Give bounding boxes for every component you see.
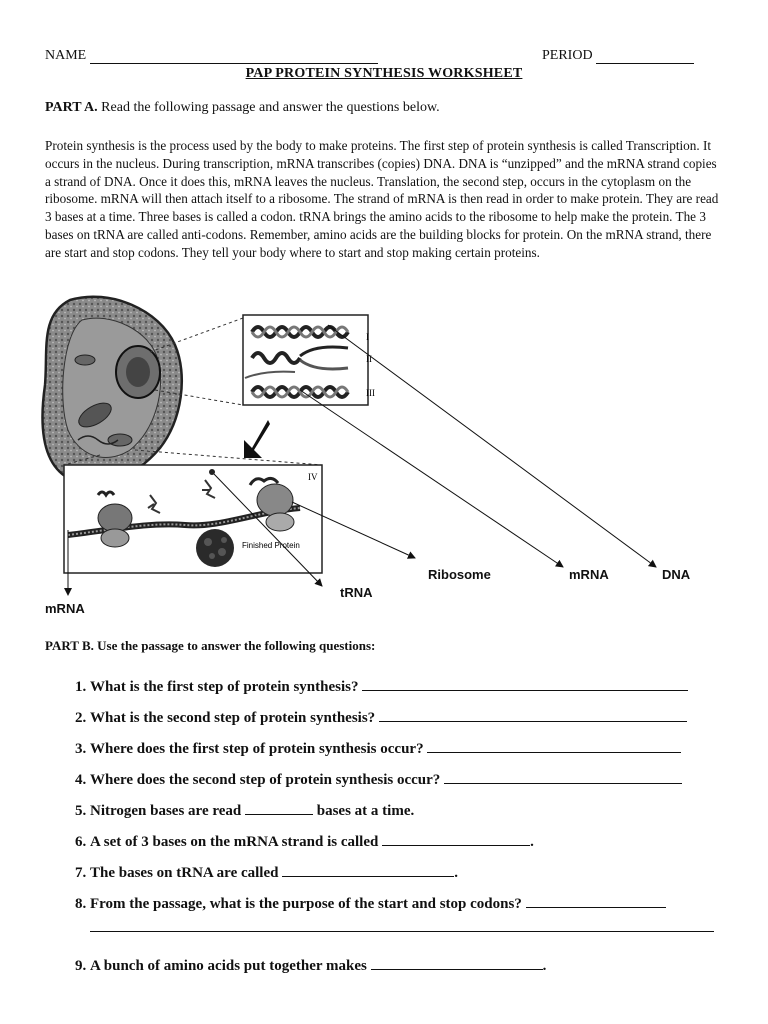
protein-synthesis-diagram: [0, 290, 768, 630]
roman-iii: III: [366, 388, 375, 398]
roman-i: I: [366, 332, 369, 342]
answer-blank-7[interactable]: [282, 858, 454, 877]
translation-panel: [64, 465, 322, 573]
part-a-text: Read the following passage and answer the questions below.: [101, 100, 440, 115]
period-label: PERIOD: [542, 48, 593, 63]
part-a-instruction: [45, 100, 440, 116]
passage: [45, 137, 725, 262]
dna-pointer: [328, 325, 656, 567]
name-label: NAME: [45, 48, 87, 63]
name-blank[interactable]: [90, 49, 378, 64]
cell-illustration: [42, 297, 181, 485]
answer-blank-2[interactable]: [379, 703, 687, 722]
answer-blank-8b[interactable]: [90, 917, 714, 932]
question-list: [40, 672, 768, 982]
answer-blank-5[interactable]: [245, 796, 313, 815]
answer-blank-3[interactable]: [427, 734, 681, 753]
answer-blank-1[interactable]: [362, 672, 688, 691]
question-5: 5. Nitrogen bases are read bases at a time.: [90, 796, 768, 827]
roman-iv: IV: [308, 472, 318, 482]
answer-blank-8[interactable]: [526, 889, 666, 908]
part-b-heading: PART B. Use the passage to answer the following questions:: [45, 638, 376, 653]
question-1: 1. What is the first step of protein synthesis?: [90, 672, 768, 703]
answer-blank-9[interactable]: [371, 951, 543, 970]
finished-protein-label: Finished Protein: [242, 541, 300, 550]
dna-panel: [243, 315, 375, 405]
down-arrow-icon: [244, 420, 270, 458]
mrna-left-label: mRNA: [45, 601, 85, 616]
question-2: 2. What is the second step of protein synthesis?: [90, 703, 768, 734]
question-4: 4. Where does the second step of protein synthesis occur?: [90, 765, 768, 796]
mrna-label: mRNA: [569, 567, 609, 582]
question-9: 9. A bunch of amino acids put together makes .: [90, 951, 768, 982]
worksheet-title: PAP PROTEIN SYNTHESIS WORKSHEET: [245, 66, 523, 81]
part-a-label: PART A.: [45, 100, 98, 115]
period-field[interactable]: [542, 48, 694, 64]
name-field[interactable]: [45, 48, 378, 64]
passage-text: Protein synthesis is the process used by the body to make proteins. The first step of protein synthesis is called Transcription. It occurs in the nucleus. During transcription, mRNA transcribes (copies) DNA. DNA is “unzipped” and the mRNA strand copies a strand of DNA. Once it does this, mRNA leaves the nucleus. Translation, the second step, occurs in the cytoplasm on the ribosome. mRNA will then attach itself to a ribosome. The strand of mRNA is then read in order to make protein. They are read 3 bases at a time. Three bases is called a codon. tRNA brings the amino acids to the ribosome to help make the protein. The 3 bases on tRNA are called anti-codons. Remember, amino acids are the building blocks for protein. On the mRNA strand, there are start and stop codons. They tell your body where to start and stop making certain proteins.: [45, 138, 719, 260]
roman-ii: II: [366, 354, 372, 364]
dna-label: DNA: [662, 567, 691, 582]
answer-blank-6[interactable]: [382, 827, 530, 846]
mrna-pointer: [300, 390, 563, 567]
period-blank[interactable]: [596, 49, 694, 64]
question-7: 7. The bases on tRNA are called .: [90, 858, 768, 889]
question-6: 6. A set of 3 bases on the mRNA strand is called .: [90, 827, 768, 858]
answer-blank-4[interactable]: [444, 765, 682, 784]
question-8: 8. From the passage, what is the purpose of the start and stop codons?: [90, 889, 768, 951]
ribosome-label: Ribosome: [428, 567, 491, 582]
trna-label: tRNA: [340, 585, 373, 600]
question-3: 3. Where does the first step of protein synthesis occur?: [90, 734, 768, 765]
